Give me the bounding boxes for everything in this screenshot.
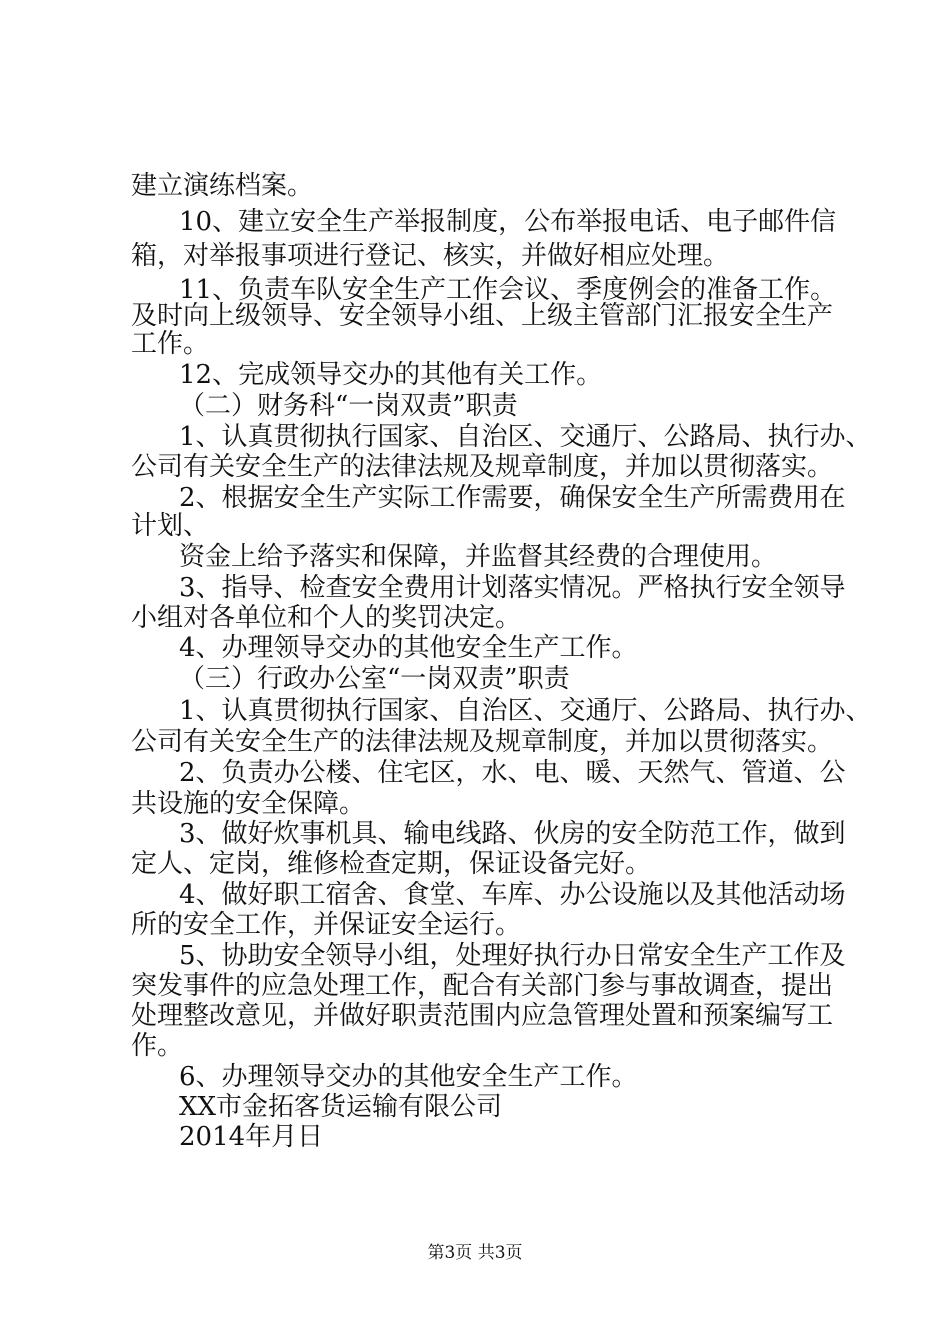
text-line-9: 1、认真贯彻执行国家、自治区、交通厅、公路局、执行办、 bbox=[179, 422, 872, 452]
text-line-7: 12、完成领导交办的其他有关工作。 bbox=[179, 360, 603, 390]
section-heading-admin: （三）行政办公室“一岗双责”职责 bbox=[179, 664, 570, 694]
text-line-18: 1、认真贯彻执行国家、自治区、交通厅、公路局、执行办、 bbox=[179, 696, 872, 726]
text-line-27: 突发事件的应急处理工作，配合有关部门参与事故调查，提出 bbox=[131, 971, 834, 1001]
text-line-29: 作。 bbox=[131, 1031, 184, 1061]
text-line-11: 2、根据安全生产实际工作需要，确保安全生产所需费用在 bbox=[179, 483, 846, 513]
text-line-21: 共设施的安全保障。 bbox=[131, 789, 366, 819]
text-line-10: 公司有关安全生产的法律法规及规章制度，并加以贯彻落实。 bbox=[131, 452, 834, 482]
text-line-12: 计划、 bbox=[131, 511, 210, 541]
text-line-2: 10、建立安全生产举报制度，公布举报电话、电子邮件信 bbox=[179, 207, 837, 237]
text-line-28: 处理整改意见，并做好职责范围内应急管理处置和预案编写工 bbox=[131, 1001, 834, 1031]
text-line-5: 及时向上级领导、安全领导小组、上级主管部门汇报安全生产 bbox=[131, 301, 834, 331]
text-line-23: 定人、定岗，维修检查定期，保证设备完好。 bbox=[131, 849, 652, 879]
text-line-4: 11、负责车队安全生产工作会议、季度例会的准备工作。 bbox=[179, 275, 837, 305]
text-line-30: 6、办理领导交办的其他安全生产工作。 bbox=[179, 1062, 638, 1092]
section-heading-finance: （二）财务科“一岗双责”职责 bbox=[179, 391, 518, 421]
text-line-3: 箱，对举报事项进行登记、核实，并做好相应处理。 bbox=[131, 241, 730, 271]
text-line-26: 5、协助安全领导小组，处理好执行办日常安全生产工作及 bbox=[179, 941, 846, 971]
text-line-6: 工作。 bbox=[131, 329, 210, 359]
text-line-13: 资金上给予落实和保障，并监督其经费的合理使用。 bbox=[179, 542, 778, 572]
text-line-14: 3、指导、检查安全费用计划落实情况。严格执行安全领导 bbox=[179, 573, 846, 603]
text-line-19: 公司有关安全生产的法律法规及规章制度，并加以贯彻落实。 bbox=[131, 727, 834, 757]
page-number-footer: 第3页 共3页 bbox=[427, 1243, 523, 1263]
document-date: 2014年月日 bbox=[179, 1122, 324, 1152]
text-line-1: 建立演练档案。 bbox=[131, 171, 314, 201]
text-line-15: 小组对各单位和个人的奖罚决定。 bbox=[131, 603, 522, 633]
company-name: XX市金拓客货运输有限公司 bbox=[179, 1092, 503, 1122]
text-line-25: 所的安全工作，并保证安全运行。 bbox=[131, 910, 522, 940]
text-line-22: 3、做好炊事机具、输电线路、伙房的安全防范工作，做到 bbox=[179, 819, 846, 849]
text-line-16: 4、办理领导交办的其他安全生产工作。 bbox=[179, 633, 638, 663]
text-line-20: 2、负责办公楼、住宅区，水、电、暖、天然气、管道、公 bbox=[179, 758, 846, 788]
text-line-24: 4、做好职工宿舍、食堂、车库、办公设施以及其他活动场 bbox=[179, 880, 846, 910]
